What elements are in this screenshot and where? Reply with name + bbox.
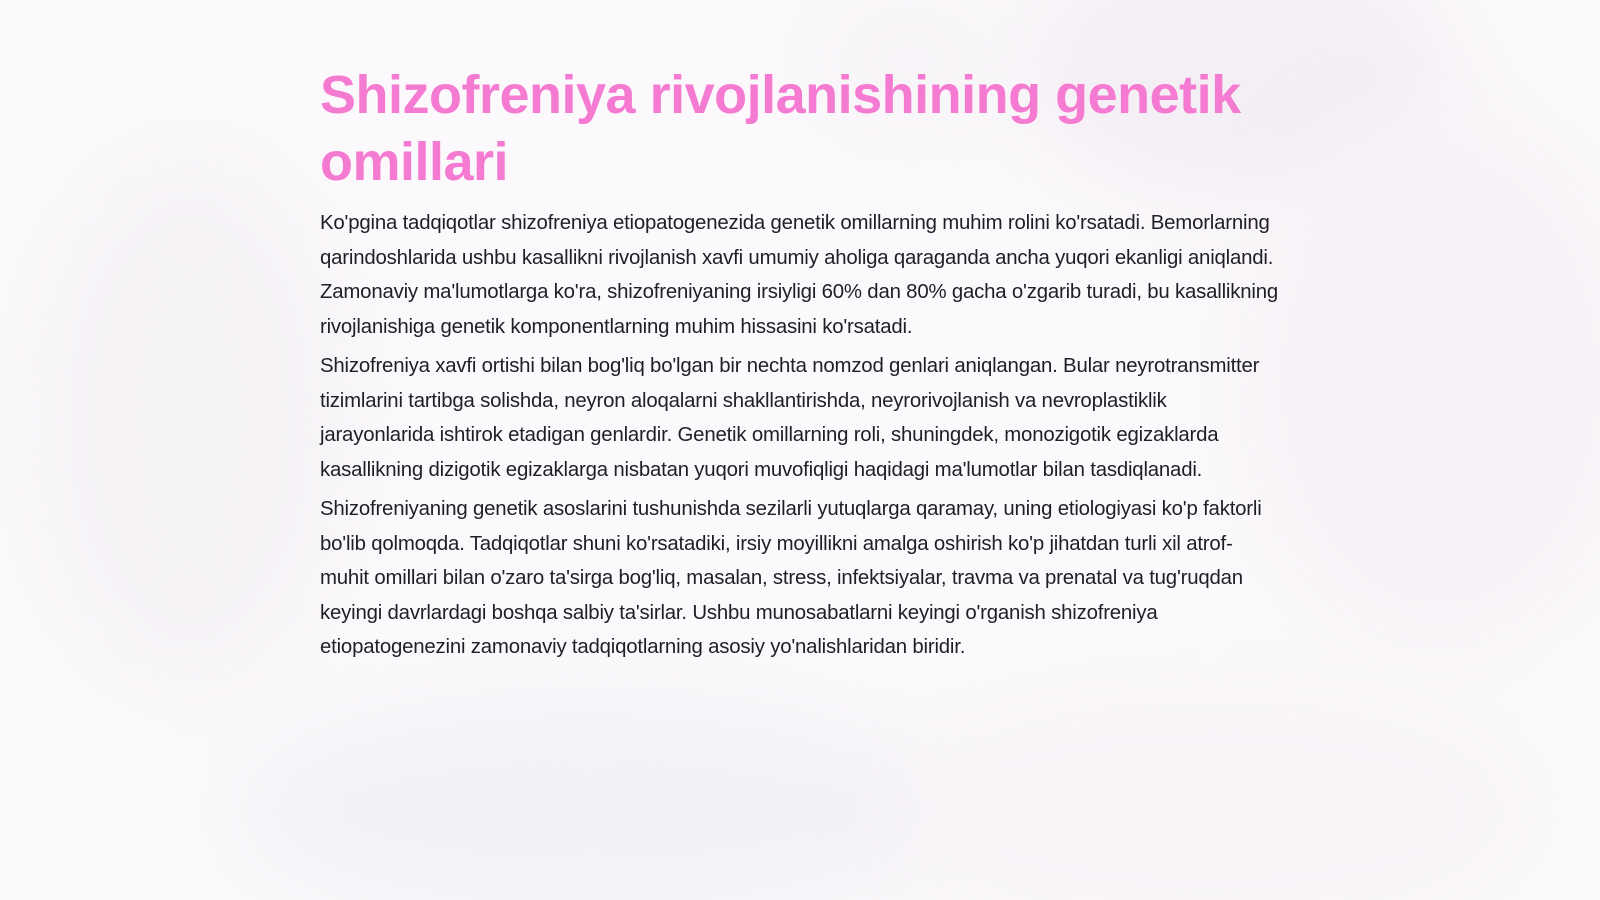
slide-title: Shizofreniya rivojlanishining genetik omillari: [320, 65, 1241, 192]
background-blur-shape: [1250, 120, 1600, 640]
background-blur-shape: [900, 700, 1520, 900]
slide-content: [320, 62, 1280, 670]
background-blur-shape: [40, 160, 340, 680]
background-blur-shape: [240, 700, 940, 900]
body-paragraph-3: Shizofreniyaning genetik asoslarini tushunishda sezilarli yutuqlarga qaramay, uning etiologiyasi ko'p faktorli bo'lib qolmoqda. Tadqiqotlar shuni ko'rsatadiki, irsiy moyillikni amalga oshirish ko'p jihatdan turli xil atrof-muhit omillari bilan o'zaro ta'sirga bog'liq, masalan, stress, infektsiyalar, travma va prenatal va tug'ruqdan keyingi davrlardagi boshqa salbiy ta'sirlar. Ushbu munosabatlarni keyingi o'rganish shizofreniya etiopatogenezini zamonaviy tadqiqotlarning asosiy yo'nalishlaridan biridir.: [320, 498, 1262, 658]
body-paragraph-1: Ko'pgina tadqiqotlar shizofreniya etiopatogenezida genetik omillarning muhim rolini ko'rsatadi. Bemorlarning qarindoshlarida ushbu kasallikni rivojlanish xavfi umumiy aholiga qaraganda ancha yuqori ekanligi aniqlandi. Zamonaviy ma'lumotlarga ko'ra, shizofreniyaning irsiyligi 60% dan 80% gacha o'zgarib turadi, bu kasallikning rivojlanishiga genetik komponentlarning muhim hissasini ko'rsatadi.: [320, 212, 1279, 338]
body-paragraph-2: Shizofreniya xavfi ortishi bilan bog'liq bo'lgan bir nechta nomzod genlari aniqlangan. Bular neyrotransmitter tizimlarini tartibga solishda, neyron aloqalarni shakllantirishda, neyrorivojlanish va nevroplastiklik jarayonlarida ishtirok etadigan genlardir. Genetik omillarning roli, shuningdek, monozigotik egizaklarda kasallikning dizigotik egizaklarga nisbatan yuqori muvofiqligi haqidagi ma'lumotlar bilan tasdiqlanadi.: [320, 355, 1260, 481]
